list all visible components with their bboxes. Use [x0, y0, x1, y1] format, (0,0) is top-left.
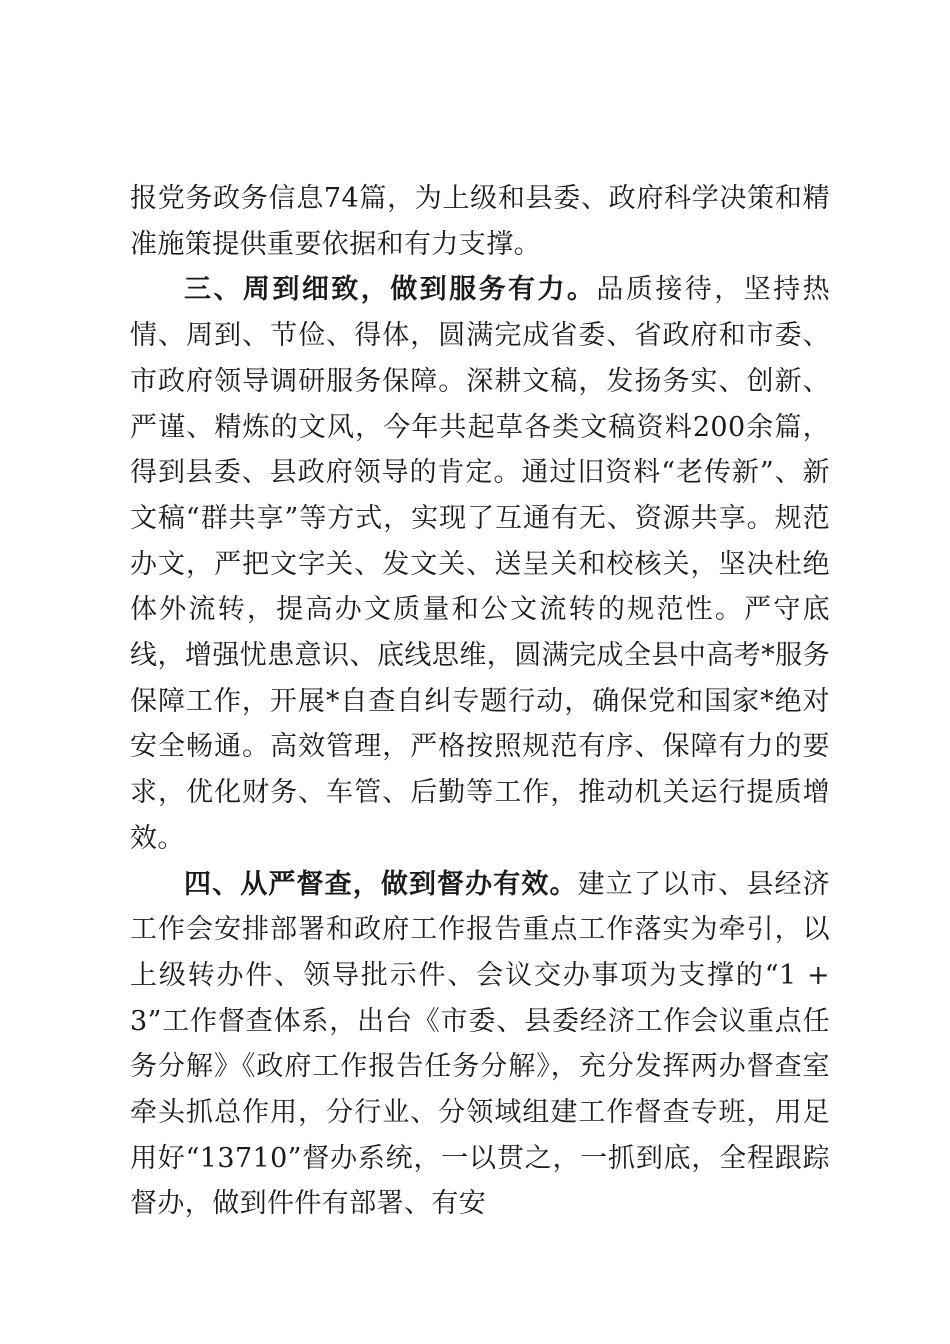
paragraph-section-four [130, 862, 830, 1228]
paragraph-text: 建立了以市、县经济工作会安排部署和政府工作报告重点工作落实为牵引，以上级转办件、领导批示件、会议交办事项为支撑的“1 + 3”工作督查体系，出台《市委、县委经济工作会议重点任务分解》《政府工作报告任务分解》，充分发挥两办督查室牵头抓总作用，分行业、分领域组建工作督查专班，用足用好“13710”督办系统，一以贯之，一抓到底，全程跟踪督办，做到件件有部署、有安 [130, 868, 830, 1220]
paragraph-text: 报党务政务信息74篇，为上级和县委、政府科学决策和精准施策提供重要依据和有力支撑。 [130, 183, 830, 260]
paragraph-section-three [130, 267, 830, 861]
document-body [130, 176, 830, 1227]
section-heading: 三、周到细致，做到服务有力。 [184, 274, 597, 306]
paragraph-continuation [130, 176, 830, 267]
paragraph-text: 品质接待，坚持热情、周到、节俭、得体，圆满完成省委、省政府和市委、市政府领导调研服务保障。深耕文稿，发扬务实、创新、严谨、精炼的文风，今年共起草各类文稿资料200余篇，得到县委、县政府领导的肯定。通过旧资料“老传新”、新文稿“群共享”等方式，实现了互通有无、资源共享。规范办文，严把文字关、发文关、送呈关和校核关，坚决杜绝体外流转，提高办文质量和公文流转的规范性。严守底线，增强忧患意识、底线思维，圆满完成全县中高考*服务保障工作，开展*自查自纠专题行动，确保党和国家*绝对安全畅通。高效管理，严格按照规范有序、保障有力的要求，优化财务、车管、后勤等工作，推动机关运行提质增效。 [130, 274, 831, 854]
section-heading: 四、从严督查，做到督办有效。 [184, 868, 578, 900]
